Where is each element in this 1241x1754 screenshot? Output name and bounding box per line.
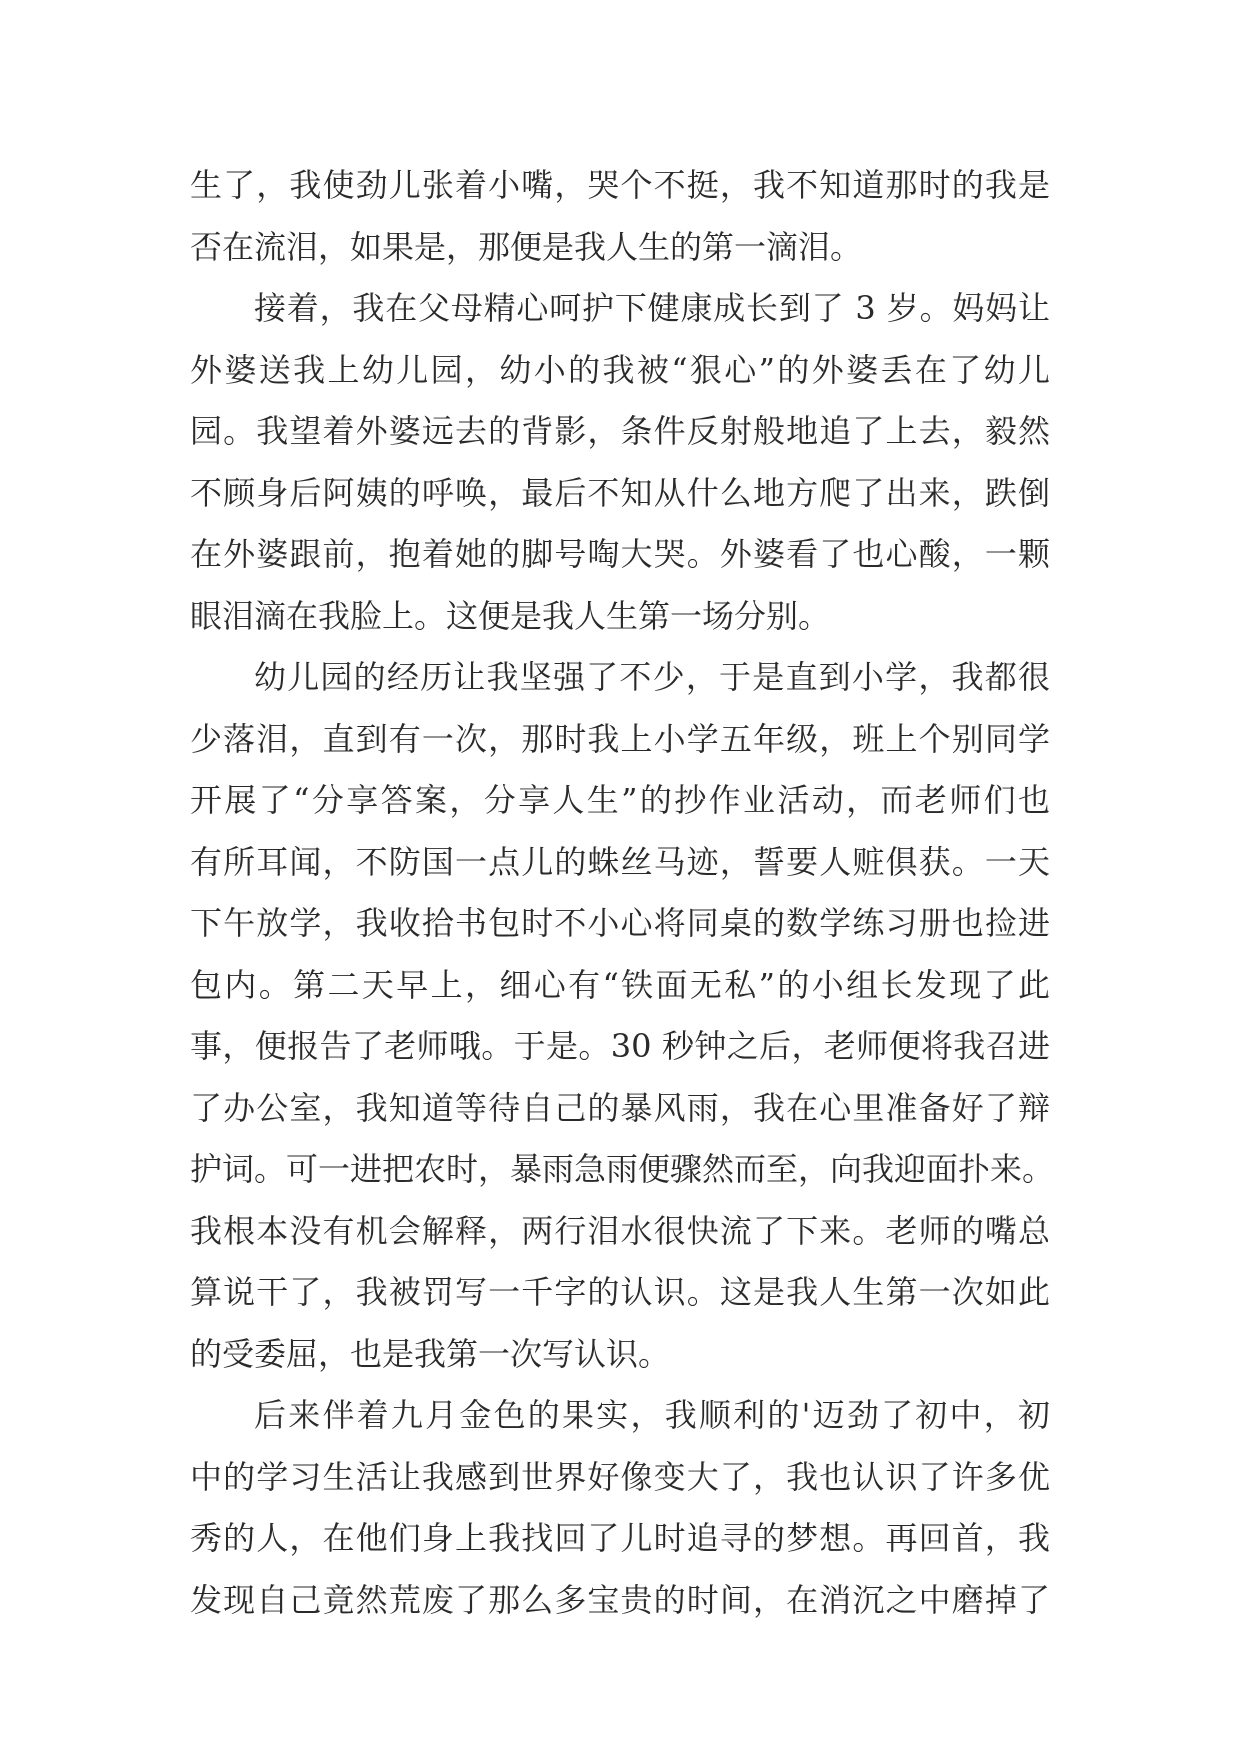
text-line: 否在流泪，如果是，那便是我人生的第一滴泪。	[190, 227, 863, 266]
document-body	[190, 155, 1055, 1631]
text-line: 下午放学，我收拾书包时不小心将同桌的数学练习册也捡进	[190, 904, 1050, 942]
text-line: 在外婆跟前，抱着她的脚号啕大哭。外婆看了也心酸，一颗	[190, 535, 1050, 573]
text-line: 护词。可一进把农时，暴雨急雨便骤然而至，向我迎面扑来。	[190, 1150, 1055, 1188]
paragraph-4	[190, 1385, 1050, 1631]
text-line: 发现自己竟然荒废了那么多宝贵的时间，在消沉之中磨掉了	[190, 1580, 1050, 1619]
text-line: 秀的人，在他们身上我找回了儿时追寻的梦想。再回首，我	[190, 1519, 1050, 1557]
text-line: 生了，我使劲儿张着小嘴，哭个不挺，我不知道那时的我是	[190, 166, 1050, 204]
text-line: 幼儿园的经历让我坚强了不少，于是直到小学，我都很	[254, 658, 1050, 696]
text-line: 不顾身后阿姨的呼唤，最后不知从什么地方爬了出来，跌倒	[190, 473, 1050, 512]
text-line: 事，便报告了老师哦。于是。30 秒钟之后，老师便将我召进	[190, 1027, 1050, 1065]
text-line: 开展了“分享答案，分享人生”的抄作业活动，而老师们也	[190, 781, 1050, 819]
text-line: 有所耳闻，不防国一点儿的蛛丝马迹，誓要人赃俱获。一天	[190, 842, 1050, 881]
text-line: 眼泪滴在我脸上。这便是我人生第一场分别。	[190, 596, 831, 635]
text-line: 包内。第二天早上，细心有“铁面无私”的小组长发现了此	[190, 965, 1050, 1004]
text-line: 的受委屈，也是我第一次写认识。	[190, 1334, 671, 1373]
paragraph-3	[190, 647, 1055, 1385]
text-line: 少落泪，直到有一次，那时我上小学五年级，班上个别同学	[190, 719, 1050, 758]
text-line: 了办公室，我知道等待自己的暴风雨，我在心里准备好了辩	[190, 1088, 1050, 1127]
text-line: 园。我望着外婆远去的背影，条件反射般地追了上去，毅然	[190, 412, 1050, 450]
text-line: 外婆送我上幼儿园，幼小的我被“狠心”的外婆丢在了幼儿	[190, 350, 1050, 389]
text-line: 中的学习生活让我感到世界好像变大了，我也认识了许多优	[190, 1457, 1050, 1496]
text-line: 后来伴着九月金色的果实，我顺利的'迈劲了初中，初	[254, 1396, 1050, 1434]
text-line: 我根本没有机会解释，两行泪水很快流了下来。老师的嘴总	[190, 1211, 1050, 1250]
text-line: 算说干了，我被罚写一千字的认识。这是我人生第一次如此	[190, 1273, 1050, 1311]
text-line: 接着，我在父母精心呵护下健康成长到了 3 岁。妈妈让	[254, 289, 1050, 327]
paragraph-1	[190, 155, 1050, 278]
paragraph-2	[190, 278, 1050, 647]
